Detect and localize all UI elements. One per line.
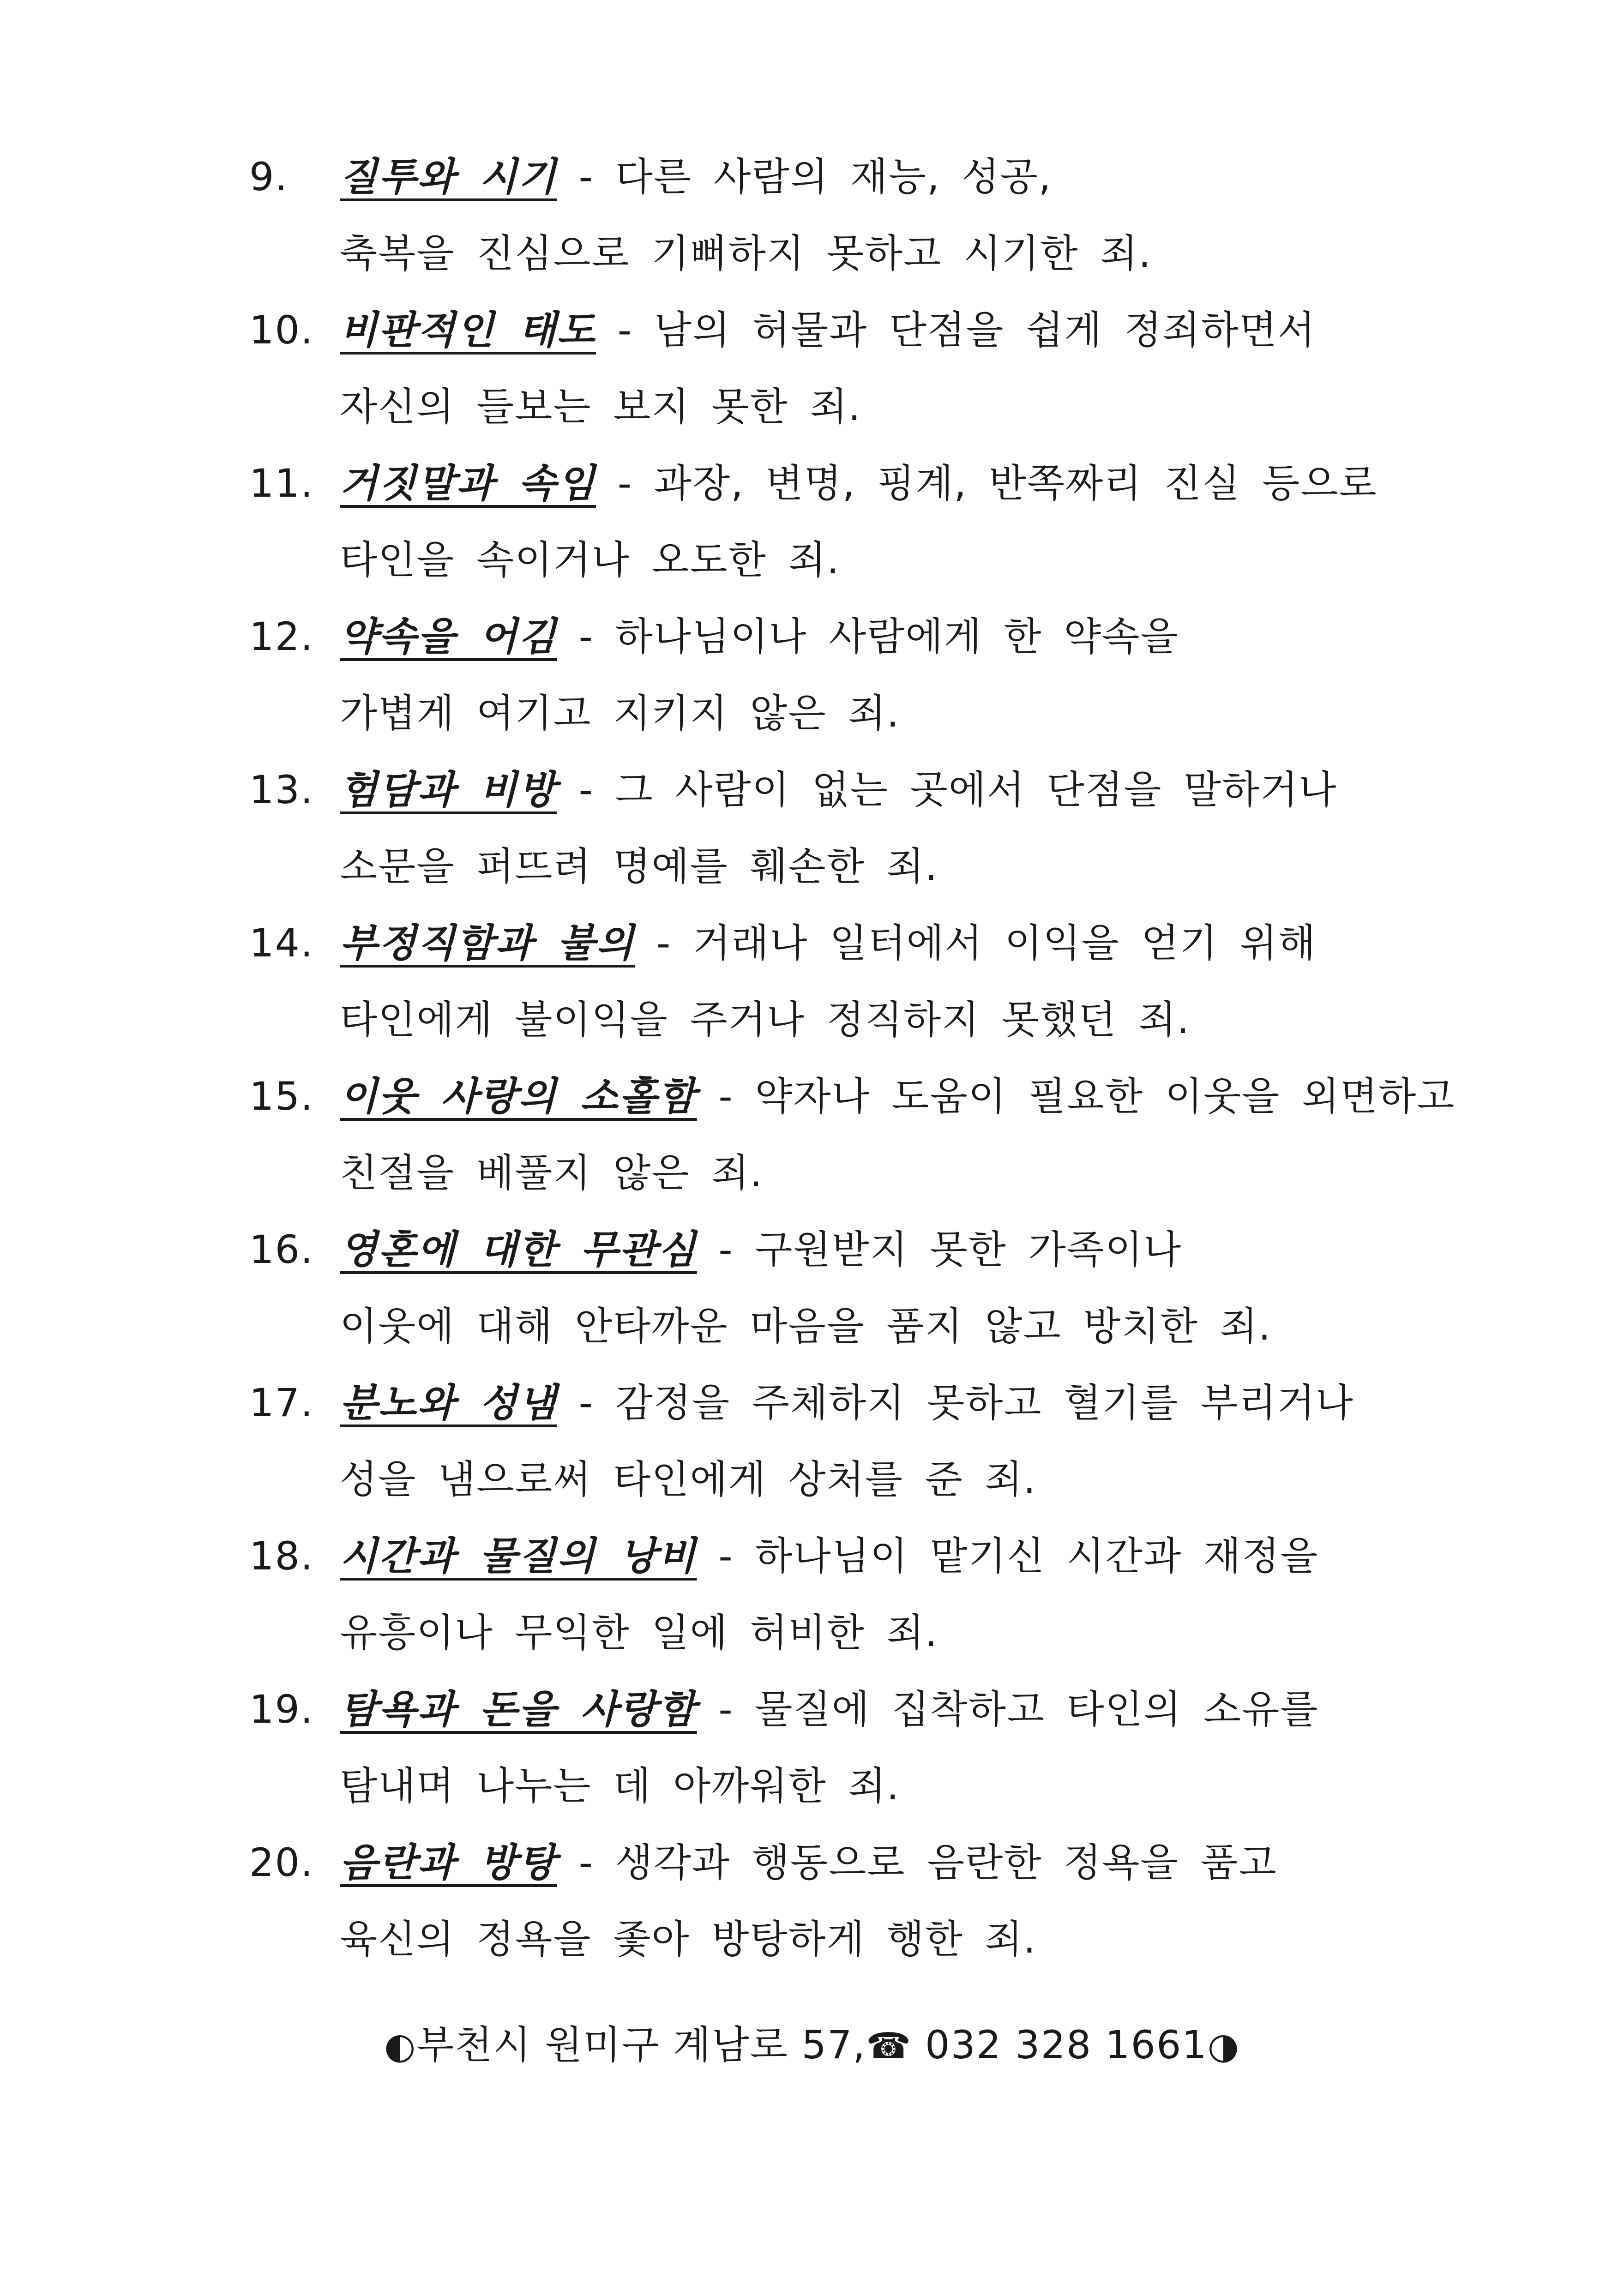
item-second-line: 성을 냄으로써 타인에게 상처를 준 죄. (340, 1457, 1037, 1502)
item-title: 시간과 물질의 낭비 (340, 1533, 697, 1579)
item-separator: - (697, 1687, 755, 1732)
list-item (249, 751, 1496, 905)
list-item (249, 905, 1496, 1058)
item-title: 이웃 사랑의 소홀함 (340, 1074, 697, 1119)
item-separator: - (596, 461, 654, 506)
item-separator: - (557, 767, 615, 812)
item-separator: - (557, 1380, 615, 1425)
list-item (249, 598, 1496, 751)
item-first-line (249, 445, 1377, 522)
list-item (249, 1671, 1496, 1824)
item-first-line (249, 292, 1316, 368)
list-item (249, 1364, 1496, 1518)
item-first-line (249, 1824, 1277, 1901)
list-item (249, 138, 1496, 292)
list-item (249, 1824, 1496, 1977)
item-second-line: 소문을 퍼뜨려 명예를 훼손한 죄. (340, 844, 938, 889)
item-separator: - (635, 920, 693, 966)
item-number: 16. (249, 1227, 314, 1272)
list-item (249, 1211, 1496, 1364)
item-title: 탐욕과 돈을 사랑함 (340, 1687, 697, 1732)
item-second-line: 자신의 들보는 보지 못한 죄. (340, 384, 862, 429)
item-number: 18. (249, 1533, 314, 1579)
item-separator: - (557, 1840, 615, 1885)
list-item (249, 1058, 1496, 1211)
item-description: 거래나 일터에서 이익을 얻기 위해 (692, 920, 1317, 966)
item-number: 14. (249, 920, 314, 966)
item-title: 거짓말과 속임 (340, 461, 596, 506)
footer-address: 부천시 원미구 계남로 57, (416, 2022, 866, 2068)
item-number: 9. (249, 154, 289, 199)
item-second-line: 타인을 속이거나 오도한 죄. (340, 537, 840, 583)
item-number: 13. (249, 767, 314, 812)
item-second-line: 육신의 정욕을 좇아 방탕하게 행한 죄. (340, 1917, 1037, 1962)
confession-list (249, 138, 1496, 1977)
item-separator: - (557, 614, 615, 659)
item-first-line (249, 1211, 1182, 1288)
item-title: 영혼에 대한 무관심 (340, 1227, 697, 1272)
item-separator: - (697, 1227, 755, 1272)
item-separator: - (697, 1074, 755, 1119)
footer-phone: 032 328 1661 (912, 2022, 1208, 2068)
item-separator: - (596, 307, 654, 353)
item-second-line: 탐내며 나누는 데 아까워한 죄. (340, 1763, 900, 1809)
item-description: 구원받지 못한 가족이나 (755, 1227, 1182, 1272)
item-title: 비판적인 태도 (340, 307, 596, 353)
item-description: 다른 사람의 재능, 성공, (615, 154, 1052, 199)
item-first-line (249, 1518, 1318, 1594)
item-number: 12. (249, 614, 314, 659)
item-description: 하나님이 맡기신 시간과 재정을 (755, 1533, 1319, 1579)
item-first-line (249, 751, 1337, 828)
item-title: 분노와 성냄 (340, 1380, 557, 1425)
item-description: 그 사람이 없는 곳에서 단점을 말하거나 (615, 767, 1337, 812)
item-title: 질투와 시기 (340, 154, 557, 199)
item-description: 남의 허물과 단점을 쉽게 정죄하면서 (654, 307, 1316, 353)
item-second-line: 이웃에 대해 안타까운 마음을 품지 않고 방치한 죄. (340, 1304, 1272, 1349)
item-number: 19. (249, 1687, 314, 1732)
item-first-line (249, 598, 1179, 675)
item-first-line (249, 1364, 1354, 1441)
item-separator: - (557, 154, 615, 199)
right-half-circle-icon: ◑ (1207, 2026, 1240, 2067)
list-item (249, 1518, 1496, 1671)
list-item (249, 292, 1496, 445)
item-first-line (249, 905, 1317, 981)
item-first-line (249, 138, 1052, 215)
left-half-circle-icon: ◐ (384, 2026, 417, 2067)
footer-contact (0, 2017, 1624, 2074)
item-title: 음란과 방탕 (340, 1840, 557, 1885)
phone-icon: ☎ (866, 2026, 912, 2067)
item-number: 15. (249, 1074, 314, 1119)
item-second-line: 축복을 진심으로 기뻐하지 못하고 시기한 죄. (340, 231, 1152, 276)
item-separator: - (697, 1533, 755, 1579)
item-description: 하나님이나 사람에게 한 약속을 (615, 614, 1179, 659)
item-title: 약속을 어김 (340, 614, 557, 659)
item-description: 과장, 변명, 핑계, 반쪽짜리 진실 등으로 (654, 461, 1377, 506)
item-second-line: 타인에게 불이익을 주거나 정직하지 못했던 죄. (340, 997, 1190, 1042)
item-number: 17. (249, 1380, 314, 1425)
item-title: 험담과 비방 (340, 767, 557, 812)
item-description: 약자나 도움이 필요한 이웃을 외면하고 (755, 1074, 1456, 1119)
item-description: 감정을 주체하지 못하고 혈기를 부리거나 (615, 1380, 1354, 1425)
item-title: 부정직함과 불의 (340, 920, 635, 966)
item-second-line: 유흥이나 무익한 일에 허비한 죄. (340, 1610, 938, 1655)
item-description: 물질에 집착하고 타인의 소유를 (755, 1687, 1319, 1732)
item-second-line: 가볍게 여기고 지키지 않은 죄. (340, 691, 900, 736)
item-description: 생각과 행동으로 음란한 정욕을 품고 (615, 1840, 1277, 1885)
item-first-line (249, 1671, 1318, 1748)
list-item (249, 445, 1496, 598)
item-number: 20. (249, 1840, 314, 1885)
item-second-line: 친절을 베풀지 않은 죄. (340, 1150, 764, 1196)
item-first-line (249, 1058, 1456, 1135)
item-number: 10. (249, 307, 314, 353)
item-number: 11. (249, 461, 314, 506)
